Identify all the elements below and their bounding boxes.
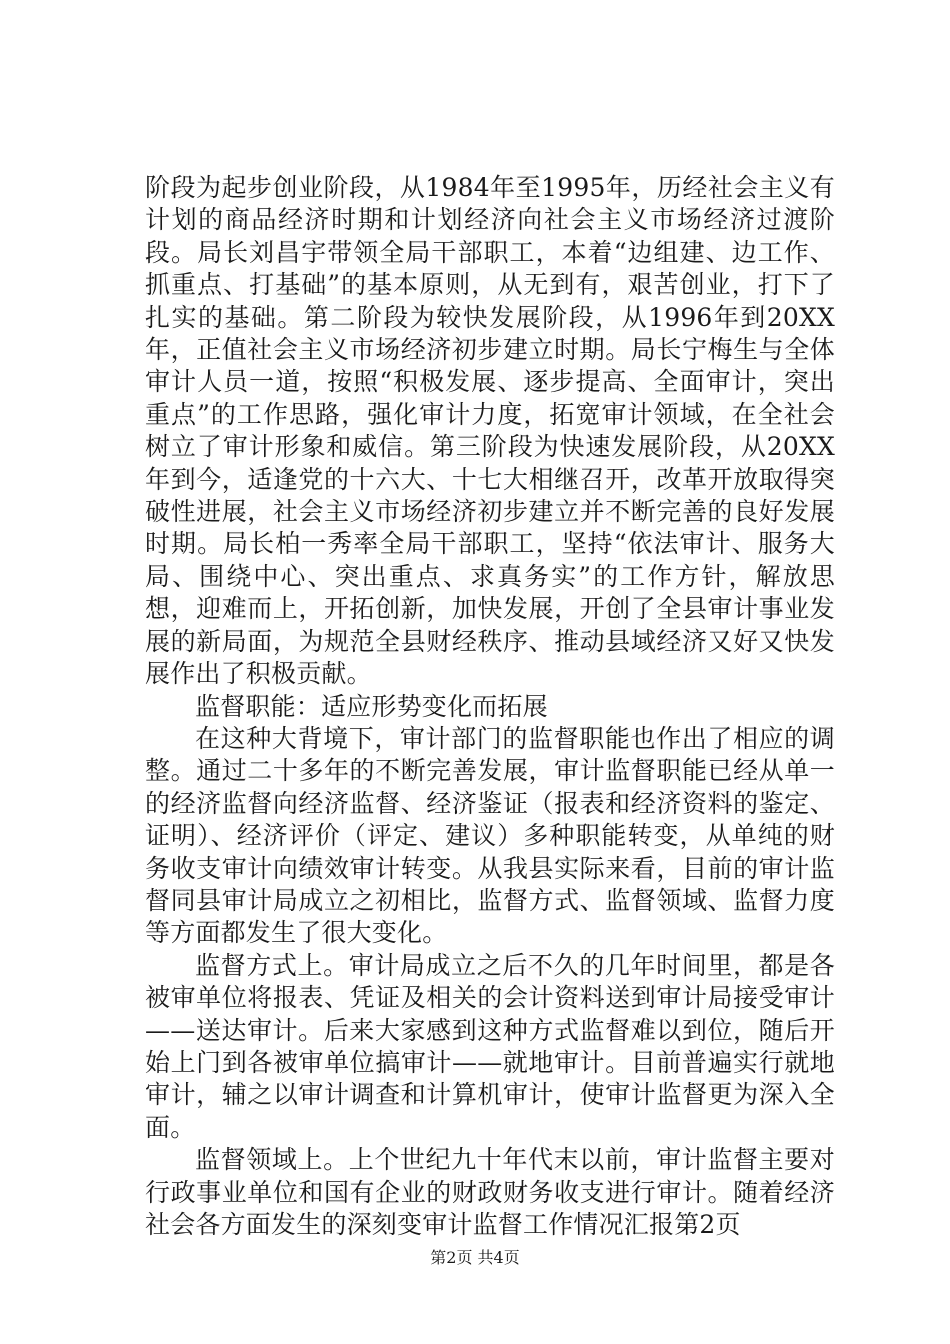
paragraph-history-stages: 阶段为起步创业阶段，从1984年至1995年，历经社会主义有计划的商品经济时期和计划经济向社会主义市场经济过渡阶段。局长刘昌宇带领全局干部职工，本着“边组建、边工作、抓重点、打基础”的基本原则，从无到有，艰苦创业，打下了扎实的基础。第二阶段为较快发展阶段，从1996年到20XX年，正值社会主义市场经济初步建立时期。局长宁梅生与全体审计人员一道，按照“积极发展、逐步提高、全面审计，突出重点”的工作思路，强化审计力度，拓宽审计领域，在全社会树立了审计形象和威信。第三阶段为快速发展阶段，从20XX年到今，适逢党的十六大、十七大相继召开，改革开放取得突破性进展，社会主义市场经济初步建立并不断完善的良好发展时期。局长柏一秀率全局干部职工，坚持“依法审计、服务大局、围绕中心、突出重点、求真务实”的工作方针，解放思想，迎难而上，开拓创新，加快发展，开创了全县审计事业发展的新局面，为规范全县财经秩序、推动县域经济又好又快发展作出了积极贡献。 (145, 173, 835, 689)
paragraph-supervision-scope: 监督领域上。上个世纪九十年代末以前，审计监督主要对行政事业单位和国有企业的财政财务收支进行审计。随着经济社会各方面发生的深刻变审计监督工作情况汇报第2页 (145, 1145, 835, 1239)
document-body (145, 172, 835, 1241)
page-number-footer: 第2页 共4页 (430, 1248, 520, 1267)
section-heading-supervision-function: 监督职能：适应形势变化而拓展 (195, 691, 548, 721)
paragraph-supervision-method: 监督方式上。审计局成立之后不久的几年时间里，都是各被审单位将报表、凭证及相关的会计资料送到审计局接受审计——送达审计。后来大家感到这种方式监督难以到位，随后开始上门到各被审单位搞审计——就地审计。目前普遍实行就地审计，辅之以审计调查和计算机审计，使审计监督更为深入全面。 (145, 950, 835, 1142)
paragraph-function-change: 在这种大背境下，审计部门的监督职能也作出了相应的调整。通过二十多年的不断完善发展，审计监督职能已经从单一的经济监督向经济监督、经济鉴证（报表和经济资料的鉴定、证明）、经济评价（评定、建议）多种职能转变，从单纯的财务收支审计向绩效审计转变。从我县实际来看，目前的审计监督同县审计局成立之初相比，监督方式、监督领域、监督力度等方面都发生了很大变化。 (145, 723, 835, 948)
